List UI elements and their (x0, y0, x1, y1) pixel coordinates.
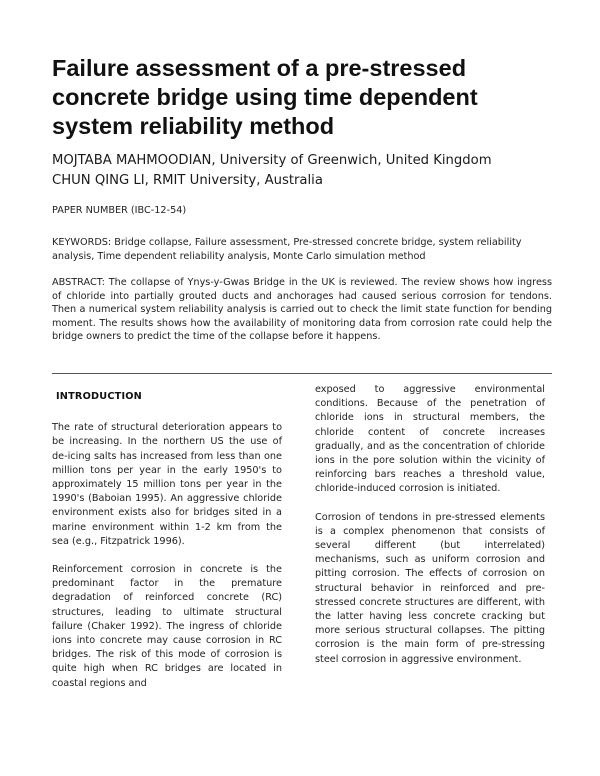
body-paragraph: Reinforcement corrosion in concrete is the predominant factor in the premature degradation of reinforced concrete (RC) structures, leading to ultimate structural failure (Chaker 1992). The ingress of chloride ions into concrete may cause corrosion in RC bridges. The risk of this mode of corrosion is quite high when RC bridges are located in coastal regions and (52, 564, 282, 689)
title-line: concrete bridge using time dependent (52, 84, 478, 110)
author-line: MOJTABA MAHMOODIAN, University of Greenwich, United Kingdom (52, 153, 492, 168)
body-paragraph: exposed to aggressive environmental conditions. Because of the penetration of chloride ions in structural members, the chloride content of concrete increases gradually, and as the concentration of chloride ions in the pore solution within the vicinity of reinforcing bars reaches a threshold value, chloride-induced corrosion is initiated. (315, 384, 545, 495)
abstract: ABSTRACT: The collapse of Ynys-y-Gwas Bridge in the UK is reviewed. The review shows how ingress of chloride into partially grouted ducts and anchorages had caused serious corrosion for tendons. Then a numerical system reliability analysis is carried out to check the limit state function for bending moment. The results shows how the availability of monitoring data from corrosion rate could help the bridge owners to predict the time of the collapse before it happens. (52, 277, 552, 342)
body-paragraph: The rate of structural deterioration appears to be increasing. In the northern US the use of de-icing salts has increased from less than one million tons per year in the early 1950's to approximately 15 million tons per year in the 1990's (Baboian 1995). An aggressive chloride environment exists also for bridges sited in a marine environment within 1-2 km from the sea (e.g., Fitzpatrick 1996). (52, 422, 282, 547)
left-column (52, 382, 282, 705)
title-line: Failure assessment of a pre-stressed (52, 55, 467, 81)
title-line: system reliability method (52, 113, 335, 139)
paper-number: PAPER NUMBER (IBC-12-54) (52, 205, 187, 216)
section-divider (52, 373, 552, 374)
keywords: KEYWORDS: Bridge collapse, Failure assessment, Pre-stressed concrete bridge, system reliability analysis, Time dependent reliability analysis, Monte Carlo simulation method (52, 237, 522, 262)
author-line: CHUN QING LI, RMIT University, Australia (52, 173, 323, 188)
section-heading-introduction: INTRODUCTION (56, 391, 142, 402)
author-list (52, 151, 572, 191)
paper-title (52, 54, 552, 141)
right-column (315, 383, 545, 681)
body-paragraph: Corrosion of tendons in pre-stressed elements is a complex phenomenon that consists of several different (but interrelated) mechanisms, such as uniform corrosion and pitting corrosion. The effects of corrosion on structural behavior in reinforced and pre-stressed concrete structures are different, with the latter having less concrete cracking but more serious structural collapses. The pitting corrosion is the main form of pre-stressing steel corrosion in aggressive environment. (315, 511, 545, 665)
